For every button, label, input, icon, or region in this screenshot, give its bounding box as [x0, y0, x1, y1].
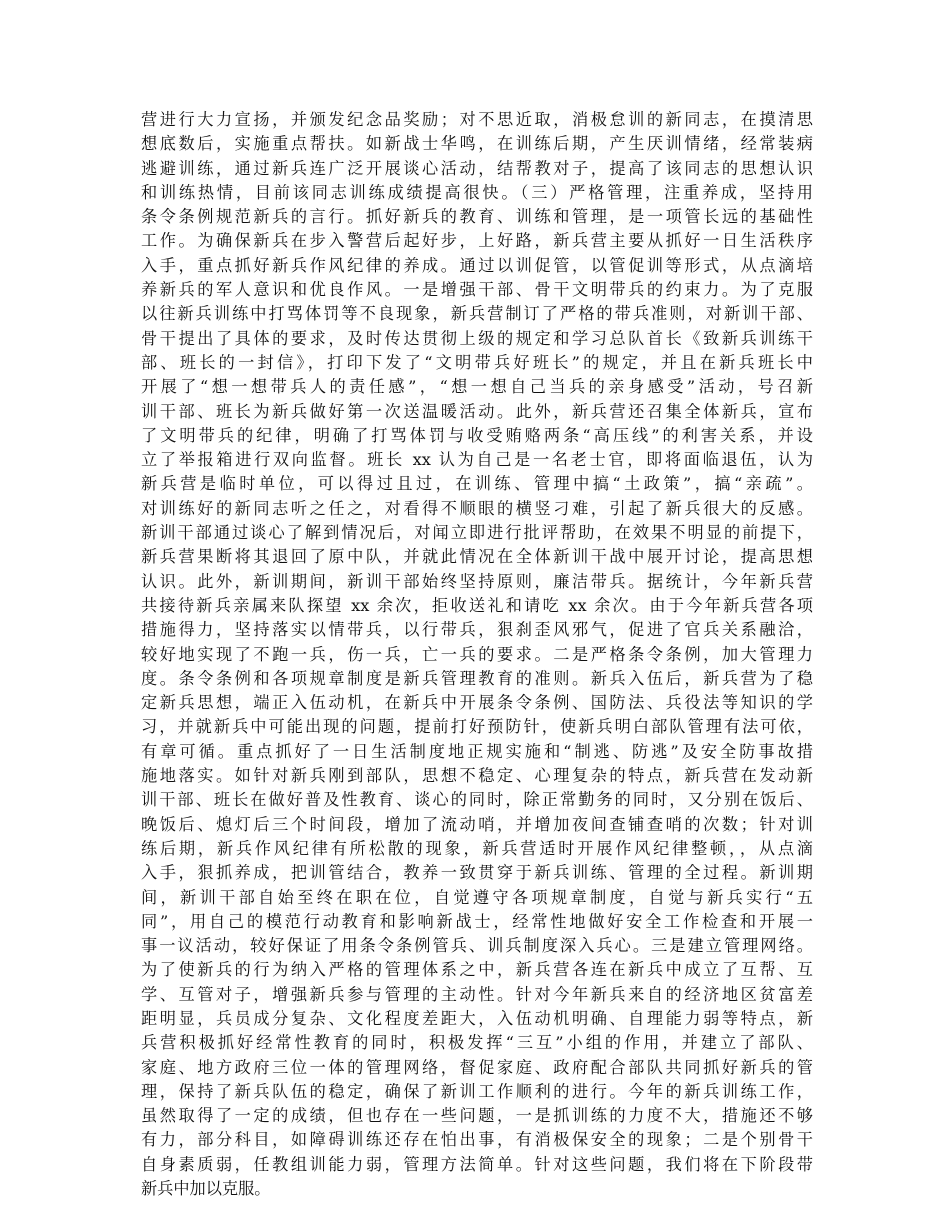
text-line: 虽然取得了一定的成绩，但也存在一些问题，一是抓训练的力度不大，措施还不够 — [141, 1106, 813, 1126]
text-line: 事一议活动，较好保证了用条令条例管兵、训兵制度深入兵心。三是建立管理网络。 — [141, 936, 813, 956]
text-line: 理，保持了新兵队伍的稳定，确保了新训工作顺利的进行。今年的新兵训练工作， — [141, 1081, 813, 1101]
text-line: 措施得力，坚持落实以情带兵，以行带兵，狠刹歪风邪气，促进了官兵关系融洽， — [141, 620, 813, 640]
text-line: 以往新兵训练中打骂体罚等不良现象，新兵营制订了严格的带兵准则，对新训干部、 — [141, 304, 813, 324]
text-line: 自身素质弱，任教组训能力弱，管理方法简单。针对这些问题，我们将在下阶段带 — [141, 1154, 813, 1174]
text-line: 习，并就新兵中可能出现的问题，提前打好预防针，使新兵明白部队管理有法可依， — [141, 717, 813, 737]
text-line: 新兵中加以克服。 — [141, 1179, 271, 1199]
text-line: 新兵营果断将其退回了原中队，并就此情况在全体新训干战中展开讨论，提高思想 — [141, 547, 813, 567]
text-line: 间，新训干部自始至终在职在位，自觉遵守各项规章制度，自觉与新兵实行“五 — [141, 887, 813, 907]
text-line: 条令条例规范新兵的言行。抓好新兵的教育、训练和管理，是一项管长远的基础性 — [141, 207, 813, 227]
text-line: 营进行大力宣扬，并颁发纪念品奖励；对不思近取，消极怠训的新同志，在摸清思 — [141, 110, 813, 129]
text-line: 学、互管对子，增强新兵参与管理的主动性。针对今年新兵来自的经济地区贫富差 — [141, 984, 813, 1004]
text-line: 距明显，兵员成分复杂、文化程度差距大，入伍动机明确、自理能力弱等特点，新 — [141, 1008, 813, 1028]
text-line: 入手，狠抓养成，把训管结合，教养一致贯穿于新兵训练、管理的全过程。新训期 — [141, 863, 813, 883]
text-line: 部、班长的一封信》，打印下发了“文明带兵好班长”的规定，并且在新兵班长中 — [141, 352, 813, 372]
text-line: 新兵营是临时单位，可以得过且过，在训练、管理中搞“土政策”，搞“亲疏”。 — [141, 474, 813, 494]
text-line: 工作。为确保新兵在步入警营后起好步，上好路，新兵营主要从抓好一日生活秩序 — [141, 231, 813, 251]
text-line: 了文明带兵的纪律，明确了打骂体罚与收受贿赂两条“高压线”的利害关系，并设 — [141, 425, 813, 445]
text-line: 训干部、班长在做好普及性教育、谈心的同时，除正常勤务的同时，又分别在饭后、 — [141, 790, 813, 810]
text-line: 共接待新兵亲属来队探望 xx 余次，拒收送礼和请吃 xx 余次。由于今年新兵营各项 — [141, 595, 813, 615]
text-line: 度。条令条例和各项规章制度是新兵管理教育的准则。新兵入伍后，新兵营为了稳 — [141, 668, 813, 688]
text-line: 逃避训练，通过新兵连广泛开展谈心活动，结帮教对子，提高了该同志的思想认识 — [141, 158, 813, 178]
text-line: 和训练热情，目前该同志训练成绩提高很快。（三）严格管理，注重养成，坚持用 — [141, 182, 813, 202]
text-line: 养新兵的军人意识和优良作风。一是增强干部、骨干文明带兵的约束力。为了克服 — [141, 280, 813, 300]
text-line: 新训干部通过谈心了解到情况后，对闻立即进行批评帮助，在效果不明显的前提下， — [141, 523, 813, 543]
text-line: 家庭、地方政府三位一体的管理网络，督促家庭、政府配合部队共同抓好新兵的管 — [141, 1057, 813, 1077]
text-line: 开展了“想一想带兵人的责任感”，“想一想自己当兵的亲身感受”活动，号召新 — [141, 377, 813, 397]
text-line: 同”，用自己的模范行动教育和影响新战士，经常性地做好安全工作检查和开展一 — [141, 911, 813, 931]
text-line: 为了使新兵的行为纳入严格的管理体系之中，新兵营各连在新兵中成立了互帮、互 — [141, 960, 813, 980]
text-line: 骨干提出了具体的要求，及时传达贯彻上级的规定和学习总队首长《致新兵训练干 — [141, 328, 813, 348]
text-line: 对训练好的新同志听之任之，对看得不顺眼的横竖刁难，引起了新兵很大的反感。 — [141, 498, 813, 518]
text-line: 练后期，新兵作风纪律有所松散的现象，新兵营适时开展作风纪律整顿，，从点滴 — [141, 838, 813, 858]
text-line: 有章可循。重点抓好了一日生活制度地正规实施和“制逃、防逃”及安全防事故措 — [141, 741, 813, 761]
text-line: 想底数后，实施重点帮扶。如新战士华鸣，在训练后期，产生厌训情绪，经常装病 — [141, 134, 813, 154]
text-line: 定新兵思想，端正入伍动机，在新兵中开展条令条例、国防法、兵役法等知识的学 — [141, 693, 813, 713]
text-line: 兵营积极抓好经常性教育的同时，积极发挥“三互”小组的作用，并建立了部队、 — [141, 1033, 813, 1053]
text-line: 训干部、班长为新兵做好第一次送温暖活动。此外，新兵营还召集全体新兵，宣布 — [141, 401, 813, 421]
text-line: 较好地实现了不跑一兵，伤一兵，亡一兵的要求。二是严格条令条例，加大管理力 — [141, 644, 813, 664]
body-text — [141, 108, 813, 1201]
text-line: 施地落实。如针对新兵刚到部队，思想不稳定、心理复杂的特点，新兵营在发动新 — [141, 766, 813, 786]
text-line: 晚饭后、熄灯后三个时间段，增加了流动哨，并增加夜间查铺查哨的次数；针对训 — [141, 814, 813, 834]
text-line: 入手，重点抓好新兵作风纪律的养成。通过以训促管，以管促训等形式，从点滴培 — [141, 255, 813, 275]
text-line: 认识。此外，新训期间，新训干部始终坚持原则，廉洁带兵。据统计，今年新兵营 — [141, 571, 813, 591]
text-line: 立了举报箱进行双向监督。班长 xx 认为自己是一名老士官，即将面临退伍，认为 — [141, 450, 813, 470]
text-line: 有力，部分科目，如障碍训练还存在怕出事，有消极保安全的现象；二是个别骨干 — [141, 1130, 813, 1150]
